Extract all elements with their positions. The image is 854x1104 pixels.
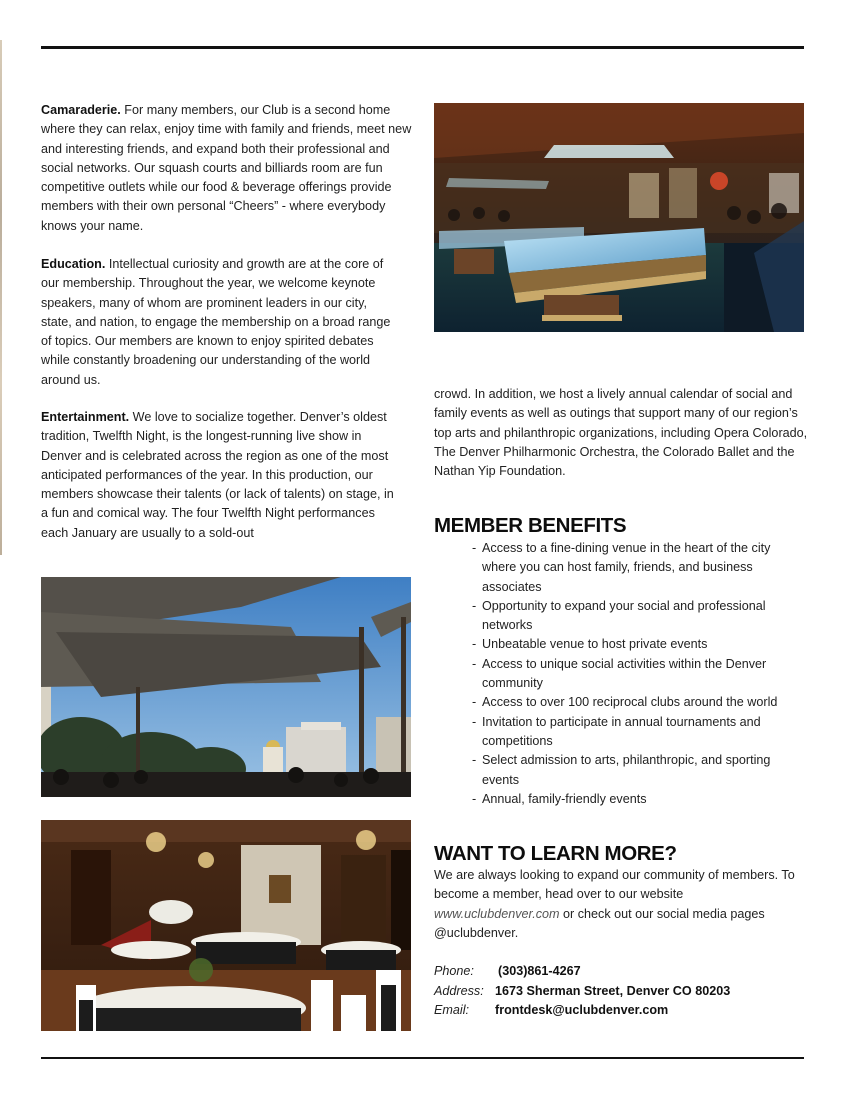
education-paragraph xyxy=(41,255,399,390)
benefit-item: - Annual, family-friendly events xyxy=(472,790,808,809)
ballroom-photo xyxy=(41,820,411,1031)
bottom-rule xyxy=(41,1057,804,1059)
education-text: Intellectual curiosity and growth are at the core of our membership. Throughout the year, we welcome keynote speakers, many of whom are prominent leaders in our city, state, and nation, to engage the membership on a broad range of topics. Our members are known to enjoy spirited debates while constantly broadening our understanding of the world around us. xyxy=(41,257,391,387)
address-value: 1673 Sherman Street, Denver CO 80203 xyxy=(495,983,731,998)
phone-row xyxy=(434,962,730,982)
learn-more-text-after: or check out our social media pages @uclubdenver. xyxy=(434,906,765,940)
benefit-item: - Access to over 100 reciprocal clubs around the world xyxy=(472,693,808,712)
address-row xyxy=(434,982,730,1002)
learn-more-heading: WANT TO LEARN MORE? xyxy=(434,842,677,865)
phone-label: Phone: xyxy=(434,964,474,978)
website-link[interactable]: www.uclubdenver.com xyxy=(434,906,560,921)
camaraderie-text: For many members, our Club is a second home where they can relax, enjoy time with family and friends, meet new and interesting friends, and expand both their professional and social networks. Our squash courts and billiards room are fun competitive outlets while our food & beverage offerings provide members with their own personal “Cheers” - where everybody knows your name. xyxy=(41,103,412,233)
page-edge-strip xyxy=(0,40,2,555)
camaraderie-paragraph xyxy=(41,101,413,236)
entertainment-lead: Entertainment. xyxy=(41,410,130,424)
benefit-item: - Access to a fine-dining venue in the heart of the city where you can host family, friends, and business associates xyxy=(472,539,808,597)
rooftop-terrace-photo xyxy=(41,577,411,797)
benefit-item: - Select admission to arts, philanthropic, and sporting events xyxy=(472,751,808,790)
entertainment-continued-paragraph: crowd. In addition, we host a lively annual calendar of social and family events as well as outings that support many of our region’s top arts and philanthropic organizations, including Opera Colorado, The Denver Philharmonic Orchestra, the Colorado Ballet and the Nathan Yip Foundation. xyxy=(434,387,808,479)
entertainment-paragraph xyxy=(41,408,403,543)
phone-value: (303)861-4267 xyxy=(498,964,581,978)
billiards-room-photo xyxy=(434,103,804,332)
top-rule xyxy=(41,46,804,49)
camaraderie-lead: Camaraderie. xyxy=(41,103,121,117)
benefit-item: - Unbeatable venue to host private events xyxy=(472,635,808,654)
member-benefits-list xyxy=(472,539,808,809)
entertainment-text: We love to socialize together. Denver’s oldest tradition, Twelfth Night, is the longest-running live show in Denver and is celebrated across the region as one of the most anticipated performances of the year. In this production, our members showcase their talents (or lack of talents) on stage, in a fun and comical way. The four Twelfth Night performances each January are usually to a sold-out xyxy=(41,410,394,540)
address-label: Address: xyxy=(434,983,484,998)
member-benefits-heading: MEMBER BENEFITS xyxy=(434,514,627,537)
benefit-item: - Opportunity to expand your social and professional networks xyxy=(472,597,808,636)
benefit-item: - Access to unique social activities within the Denver community xyxy=(472,655,808,694)
benefit-item: - Invitation to participate in annual tournaments and competitions xyxy=(472,713,808,752)
email-value: frontdesk@uclubdenver.com xyxy=(495,1003,669,1017)
email-row xyxy=(434,1001,730,1021)
learn-more-paragraph xyxy=(434,866,806,943)
learn-more-text-before: We are always looking to expand our community of members. To become a member, head over to our website xyxy=(434,868,795,902)
contact-block xyxy=(434,962,730,1021)
email-label: Email: xyxy=(434,1003,469,1017)
education-lead: Education. xyxy=(41,257,106,271)
